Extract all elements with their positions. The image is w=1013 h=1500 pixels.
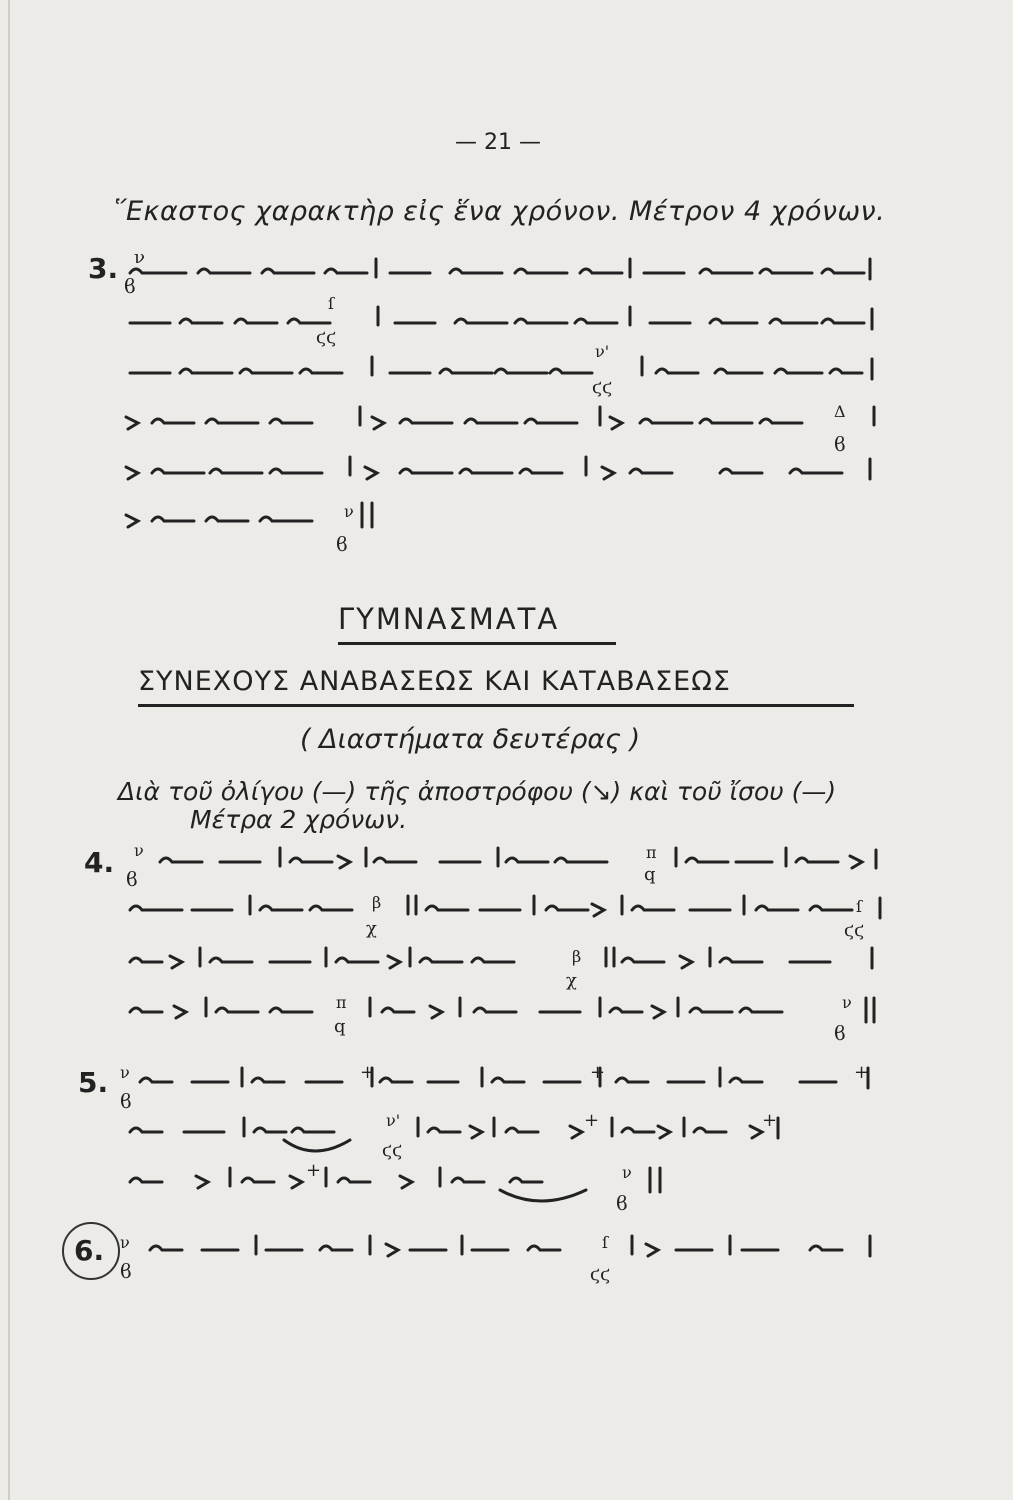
plus-mark: + xyxy=(306,1160,322,1181)
page-number: — 21 — xyxy=(455,130,541,155)
intro-text: ῞Εκαστος χαρακτὴρ εἰς ἕνα χρόνον. Μέτρον 4 χρόνων. xyxy=(112,196,886,227)
neume-glyph: ϛϛ xyxy=(316,327,337,348)
exercise-4-notation xyxy=(110,840,890,1050)
neume-letter: ν xyxy=(134,841,144,860)
exercise-4-label: 4. xyxy=(84,846,115,879)
neume-letter: ν xyxy=(344,502,354,521)
exercise-5-label: 5. xyxy=(78,1066,109,1099)
plus-mark: + xyxy=(584,1110,600,1131)
neume-glyph: ϐ xyxy=(120,1089,132,1113)
neume-glyph: ϐ xyxy=(126,867,138,891)
neume-glyph: π xyxy=(336,993,347,1012)
neume-glyph: q xyxy=(644,864,656,885)
neume-glyph: ϛϛ xyxy=(592,377,613,398)
neume-glyph: χ xyxy=(366,918,377,939)
neume-letter: ν xyxy=(622,1163,632,1182)
plus-mark: + xyxy=(590,1062,606,1083)
instruction-text: Διὰ τοῦ ὀλίγου (—) τῆς ἀποστρόφου (↘) καὶ τοῦ ἴσου (—) xyxy=(118,777,837,806)
subtitle-underline xyxy=(138,704,854,707)
plus-mark: + xyxy=(360,1062,376,1083)
neume-glyph: ν' xyxy=(386,1111,401,1130)
meter-text: Μέτρα 2 χρόνων. xyxy=(190,805,408,834)
neume-glyph: ϐ xyxy=(124,274,136,298)
plus-mark: + xyxy=(854,1062,870,1083)
neume-glyph: ſ xyxy=(602,1233,608,1252)
neume-glyph: ϐ xyxy=(616,1191,628,1215)
neume-glyph: β xyxy=(572,947,582,966)
exercise-6-notation xyxy=(110,1226,890,1296)
neume-glyph: ϐ xyxy=(834,1021,846,1045)
neume-glyph: q xyxy=(334,1016,346,1037)
plus-mark: + xyxy=(762,1110,778,1131)
exercise-5-notation xyxy=(110,1060,890,1220)
neume-letter: ν xyxy=(134,247,145,268)
exercise-3-label: 3. xyxy=(88,252,119,285)
neume-letter: ν xyxy=(120,1063,130,1082)
neume-glyph: ϐ xyxy=(336,532,348,556)
page-spine xyxy=(8,0,10,1500)
neume-glyph: χ xyxy=(566,970,577,991)
neume-glyph: ϛϛ xyxy=(844,920,865,941)
neume-glyph: π xyxy=(646,843,657,862)
neume-glyph: ſ xyxy=(328,294,334,313)
neume-letter: ν xyxy=(120,1233,130,1252)
neume-glyph: ν' xyxy=(595,342,610,361)
exercise-3-notation xyxy=(110,245,890,565)
neume-glyph: β xyxy=(372,893,382,912)
neume-glyph: ϐ xyxy=(120,1259,132,1283)
neume-glyph: ϐ xyxy=(834,432,846,456)
section-subtitle: ΣΥΝΕΧΟΥΣ ΑΝΑΒΑΣΕΩΣ ΚΑΙ ΚΑΤΑΒΑΣΕΩΣ xyxy=(138,666,731,697)
section-title: ΓΥΜΝΑΣΜΑΤΑ xyxy=(338,602,560,636)
intervals-heading: ( Διαστήματα δευτέρας ) xyxy=(300,724,641,755)
neume-letter: ν xyxy=(842,993,852,1012)
neume-glyph: ſ xyxy=(856,897,862,916)
title-underline xyxy=(338,642,616,645)
neume-glyph: ϛϛ xyxy=(382,1140,403,1161)
neume-glyph: ϛϛ xyxy=(590,1264,611,1285)
exercise-6-label: 6. xyxy=(74,1234,105,1267)
neume-glyph: Δ xyxy=(834,402,846,421)
